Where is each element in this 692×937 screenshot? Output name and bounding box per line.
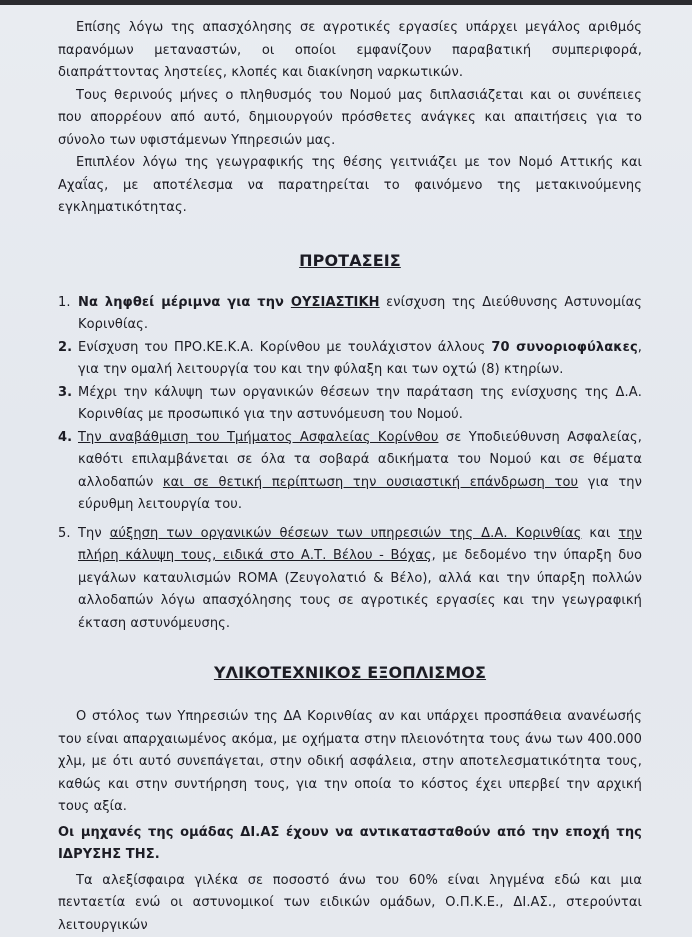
- proposal-text: για την εύρυθμη λειτουργία του.: [78, 475, 642, 513]
- equipment-heading: ΥΛΙΚΟΤΕΧΝΙΚΟΣ ΕΞΟΠΛΙΣΜΟΣ: [58, 663, 642, 682]
- proposals-heading: ΠΡΟΤΑΣΕΙΣ: [58, 251, 642, 270]
- intro-paragraph-3: Επιπλέον λόγω της γεωγραφικής της θέσης γειτνιάζει με τον Νομό Αττικής και Αχαΐας, με αποτέλεσμα να παρατηρείται το φαινόμενο της μετακινούμενης εγκληματικότητας.: [58, 152, 642, 220]
- proposal-number: 3.: [58, 382, 72, 405]
- equipment-paragraph-2: Οι μηχανές της ομάδας ΔΙ.ΑΣ έχουν να αντικατασταθούν από την εποχή της ΙΔΡΥΣΗΣ ΤΗΣ.: [58, 822, 642, 867]
- equipment-paragraph-1: Ο στόλος των Υπηρεσιών της ΔΑ Κορινθίας αν και υπάρχει προσπάθεια ανανέωσής του είναι απαρχαιωμένος ακόμα, με οχήματα στην πλειονότητα τους άνω των 400.000 χλμ, με ότι αυτό συνεπάγεται, στην οδική ασφάλεια, στην αποτελεσματικότητα τους, καθώς και στην συντήρηση τους, για την οποία το κόστος έχει υπερβεί την αρχική τους αξία.: [58, 706, 642, 819]
- document-page: [0, 5, 692, 917]
- proposal-text: και: [581, 526, 618, 541]
- proposal-text: Μέχρι την κάλυψη των οργανικών θέσεων την παράταση της ενίσχυσης της Δ.Α. Κορινθίας με προσωπικό για την αστυνόμευση του Νομού.: [78, 385, 642, 423]
- proposal-text: Ενίσχυση του ΠΡΟ.ΚΕ.Κ.Α. Κορίνθου με τουλάχιστον άλλους: [78, 340, 491, 355]
- proposal-underlined: την πλήρη κάλυψη τους, ειδικά στο Α.Τ. Βέλου - Βόχας: [78, 526, 642, 564]
- proposal-item: [58, 427, 642, 517]
- proposals-list: [58, 292, 642, 636]
- proposal-text: , για την ομαλή λειτουργία του και την φύλαξη και των οχτώ (8) κτηρίων.: [78, 340, 642, 378]
- proposal-number: 4.: [58, 427, 72, 450]
- proposal-emphasis: 70 συνοριοφύλακες: [491, 340, 637, 355]
- proposal-item: [58, 292, 642, 337]
- intro-paragraph-1: Επίσης λόγω της απασχόλησης σε αγροτικές εργασίες υπάρχει μεγάλος αριθμός παρανόμων μεταναστών, οι οποίοι εμφανίζουν παραβατική συμπεριφορά, διαπράττοντας ληστείες, κλοπές και διακίνηση ναρκωτικών.: [58, 17, 642, 85]
- document-content: [58, 17, 642, 937]
- proposal-underlined: Την αναβάθμιση του Τμήματος Ασφαλείας Κορίνθου: [78, 430, 438, 445]
- proposal-number: 5.: [58, 523, 71, 546]
- proposal-emphasis: ΟΥΣΙΑΣΤΙΚΗ: [291, 295, 380, 310]
- proposal-text: ενίσχυση της Διεύθυνσης Αστυνομίας Κορινθίας.: [78, 295, 642, 333]
- proposal-text: σε Υποδιεύθυνση Ασφαλείας, καθότι επιλαμβάνεται σε όλα τα σοβαρά αδικήματα του Νομού και σε θέματα αλλοδαπών: [78, 430, 642, 490]
- proposal-text: Να ληφθεί μέριμνα για την: [78, 295, 291, 310]
- proposal-underlined: και σε θετική περίπτωση την ουσιαστική επάνδρωση του: [163, 475, 578, 490]
- intro-paragraph-2: Τους θερινούς μήνες ο πληθυσμός του Νομού μας διπλασιάζεται και οι συνέπειες που απορρέουν από αυτό, δημιουργούν πρόσθετες ανάγκες και απαιτήσεις για το σύνολο των υφιστάμενων Υπηρεσιών μας.: [58, 85, 642, 153]
- proposal-number: 1.: [58, 292, 71, 315]
- proposal-underlined: αύξηση των οργανικών θέσεων των υπηρεσιών της Δ.Α. Κορινθίας: [110, 526, 582, 541]
- proposal-text: Την: [78, 526, 110, 541]
- equipment-paragraph-3: Τα αλεξίσφαιρα γιλέκα σε ποσοστό άνω του 60% είναι ληγμένα εδώ και μια πενταετία ενώ οι αστυνομικοί των ειδικών ομάδων, Ο.Π.Κ.Ε., ΔΙ.ΑΣ., στερούνται λειτουργικών: [58, 870, 642, 937]
- proposal-number: 2.: [58, 337, 72, 360]
- proposal-item: [58, 382, 642, 427]
- proposal-text: , με δεδομένο την ύπαρξη δυο μεγάλων καταυλισμών ROMA (Ζευγολατιό & Βέλο), αλλά και την ύπαρξη πολλών αλλοδαπών λόγω απασχόλησης τους σε αγροτικές εργασίες και την γεωγραφική έκταση αστυνόμευσης.: [78, 548, 642, 631]
- proposal-item: [58, 337, 642, 382]
- proposal-item: [58, 523, 642, 636]
